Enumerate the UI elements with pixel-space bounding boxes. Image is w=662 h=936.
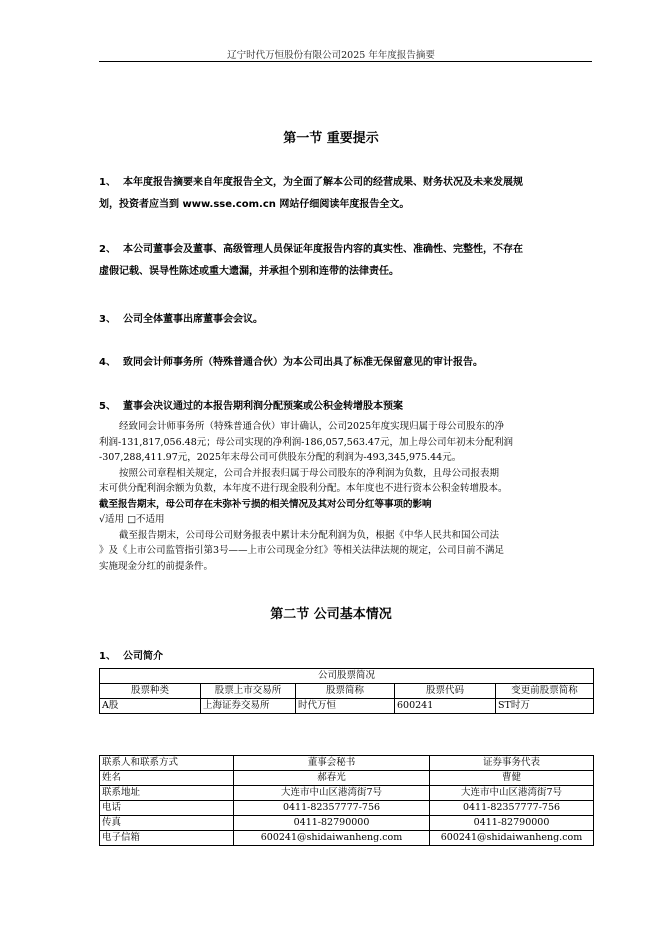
table-cell: 传真 xyxy=(100,816,234,831)
table-row xyxy=(100,699,594,714)
table-cell: A股 xyxy=(100,699,201,714)
table-cell: 大连市中山区港湾街7号 xyxy=(234,786,430,801)
item-number: 4、 xyxy=(99,357,116,368)
email-link[interactable]: 600241@shidaiwanheng.com xyxy=(234,831,430,846)
item-text: 本公司董事会及董事、高级管理人员保证年度报告内容的真实性、准确性、完整性，不存在 xyxy=(123,244,523,255)
text-line: 实施现金分红的前提条件。 xyxy=(99,560,214,572)
table-row xyxy=(100,801,594,816)
item-number: 3、 xyxy=(99,314,116,325)
table-cell: 电子信箱 xyxy=(100,831,234,846)
table-cell: 0411-82790000 xyxy=(234,816,430,831)
profit-distribution-text xyxy=(99,419,593,574)
text-line: 按照公司章程相关规定，公司合并报表归属于母公司股东的净利润为负数，且母公司报表期 xyxy=(119,467,500,479)
page-header: 辽宁时代万恒股份有限公司2025 年年度报告摘要 xyxy=(227,50,435,61)
text-line: 经致同会计师事务所（特殊普通合伙）审计确认，公司2025年度实现归属于母公司股东的净 xyxy=(119,421,505,432)
table-header: 证券事务代表 xyxy=(430,756,594,771)
undistributed-heading: 截至报告期末，母公司存在未弥补亏损的相关情况及其对公司分红等事项的影响 xyxy=(99,498,432,510)
table-cell: 电话 xyxy=(100,801,234,816)
table-header: 股票种类 xyxy=(100,684,201,699)
contact-info-table xyxy=(99,755,594,846)
table-cell: 联系地址 xyxy=(100,786,234,801)
table-cell: 郝春光 xyxy=(234,771,430,786)
item-4 xyxy=(99,352,593,374)
item-number: 1、 xyxy=(99,651,116,662)
item-2 xyxy=(99,239,593,283)
table-row xyxy=(100,771,594,786)
table-cell: 0411-82357777-756 xyxy=(234,801,430,816)
table-row xyxy=(100,786,594,801)
item-text: 虚假记载、误导性陈述或重大遗漏，并承担个别和连带的法律责任。 xyxy=(99,266,399,277)
item-3 xyxy=(99,309,593,331)
item-text: 公司简介 xyxy=(123,651,163,662)
email-link[interactable]: 600241@shidaiwanheng.com xyxy=(430,831,594,846)
item-number: 2、 xyxy=(99,244,116,255)
table-header: 董事会秘书 xyxy=(234,756,430,771)
item-text: 本年度报告摘要来自年度报告全文，为全面了解本公司的经营成果、财务状况及未来发展规 xyxy=(123,177,523,188)
table-caption: 公司股票简况 xyxy=(100,669,594,684)
section-title: 第二节 公司基本情况 xyxy=(270,607,392,622)
item-text: 划，投资者应当到 www.sse.com.cn 网站仔细阅读年度报告全文。 xyxy=(99,199,410,210)
text-line: 末可供分配利润余额为负数，本年度不进行现金股利分配。本年度也不进行资本公积金转增股本。 xyxy=(99,483,508,494)
item-text: 致同会计师事务所（特殊普通合伙）为本公司出具了标准无保留意见的审计报告。 xyxy=(123,357,483,368)
item-5 xyxy=(99,396,593,418)
table-cell: 600241 xyxy=(395,699,496,714)
text-line: 利润-131,817,056.48元；母公司实现的净利润-186,057,563.47元，加上母公司年初未分配利润 xyxy=(99,436,514,448)
item-text: 董事会决议通过的本报告期利润分配预案或公积金转增股本预案 xyxy=(123,401,403,412)
table-header: 股票简称 xyxy=(296,684,395,699)
item-1 xyxy=(99,172,593,216)
table-cell: 时代万恒 xyxy=(296,699,395,714)
table-header: 股票上市交易所 xyxy=(201,684,296,699)
table-header: 变更前股票简称 xyxy=(496,684,594,699)
text-line: -307,288,411.97元，2025年末母公司可供股东分配的利润为-493,345,975.44元。 xyxy=(99,452,462,463)
text-line: 》及《上市公司监管指引第3号——上市公司现金分红》等相关法律法规的规定，公司目前不满足 xyxy=(99,545,505,556)
header-rule xyxy=(99,61,592,62)
table-row xyxy=(100,816,594,831)
text-line: 截至报告期末，公司母公司财务报表中累计未分配利润为负，根据《中华人民共和国公司法 xyxy=(119,529,500,541)
table-cell: ST时万 xyxy=(496,699,594,714)
table-header: 联系人和联系方式 xyxy=(100,756,234,771)
item-number: 1、 xyxy=(99,177,116,188)
table-cell: 0411-82357777-756 xyxy=(430,801,594,816)
table-cell: 大连市中山区港湾街7号 xyxy=(430,786,594,801)
table-row xyxy=(100,831,594,846)
table-cell: 姓名 xyxy=(100,771,234,786)
table-cell: 曹健 xyxy=(430,771,594,786)
table-cell: 上海证券交易所 xyxy=(201,699,296,714)
table-header: 股票代码 xyxy=(395,684,496,699)
stock-info-table xyxy=(99,668,594,714)
item-number: 5、 xyxy=(99,401,116,412)
table-cell: 0411-82790000 xyxy=(430,816,594,831)
section-title: 第一节 重要提示 xyxy=(283,131,379,146)
item-text: 公司全体董事出席董事会会议。 xyxy=(123,314,263,325)
applicability-checkbox: √适用 □不适用 xyxy=(99,514,165,525)
company-profile-heading xyxy=(99,646,593,668)
